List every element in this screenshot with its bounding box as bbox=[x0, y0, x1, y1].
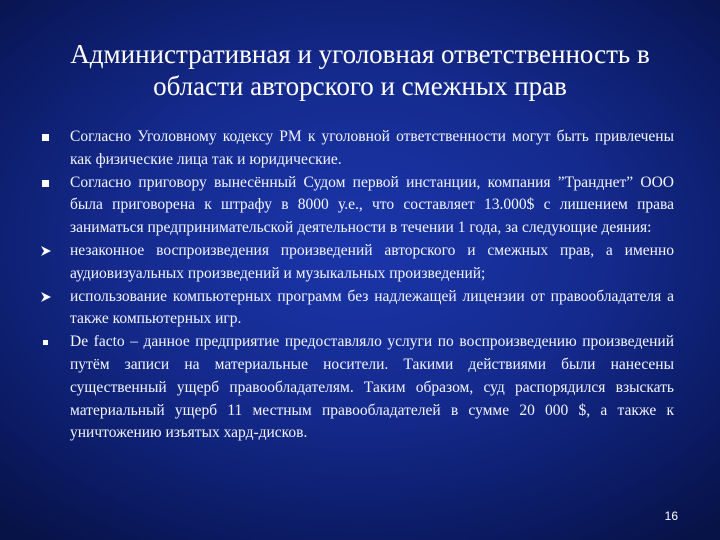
bullet-item bbox=[38, 172, 674, 240]
page-number: 16 bbox=[664, 509, 678, 523]
square-bullet-icon bbox=[42, 134, 49, 141]
slide-title: Административная и уголовная ответственность в области авторского и смежных прав bbox=[70, 39, 650, 101]
small-square-bullet-icon bbox=[43, 340, 48, 345]
arrow-bullet-icon bbox=[40, 245, 52, 257]
bullet-item bbox=[38, 240, 674, 286]
bullet-list bbox=[38, 126, 674, 445]
bullet-text: Согласно Уголовному кодексу РМ к уголовной ответственности могут быть привлечены как физические лица так и юридические. bbox=[70, 128, 674, 168]
bullet-text: незаконное воспроизведения произведений авторского и смежных прав, а именно аудиовизуальных произведений и музыкальных произведений; bbox=[70, 241, 674, 282]
arrow-bullet-icon bbox=[40, 291, 52, 303]
bullet-item bbox=[38, 286, 674, 332]
square-bullet-icon bbox=[42, 180, 49, 187]
bullet-item bbox=[38, 331, 674, 445]
bullet-text: Согласно приговору вынесённый Судом первой инстанции, компания ”Транднет” ООО была приговорена к штрафу в 8000 у.е., что составляет 13.000$ с лишением права заниматься предпринимательской деятельности в течении 1 года, за следующие деяния: bbox=[70, 173, 674, 237]
bullet-text: использование компьютерных программ без надлежащей лицензии от правообладателя а также компьютерных игр. bbox=[70, 287, 674, 328]
bullet-text: De facto – данное предприятие предоставляло услуги по воспроизведению произведений путём записи на материальные носители. Такими действиями были нанесены существенный ущерб правообладателям. Таким образом, суд распорядился взыскать материальный ущерб 11 местным правообладателей в сумме 20 000 $, а также к уничтожению изъятых хард-дисков. bbox=[70, 333, 674, 442]
bullet-item bbox=[38, 126, 674, 172]
